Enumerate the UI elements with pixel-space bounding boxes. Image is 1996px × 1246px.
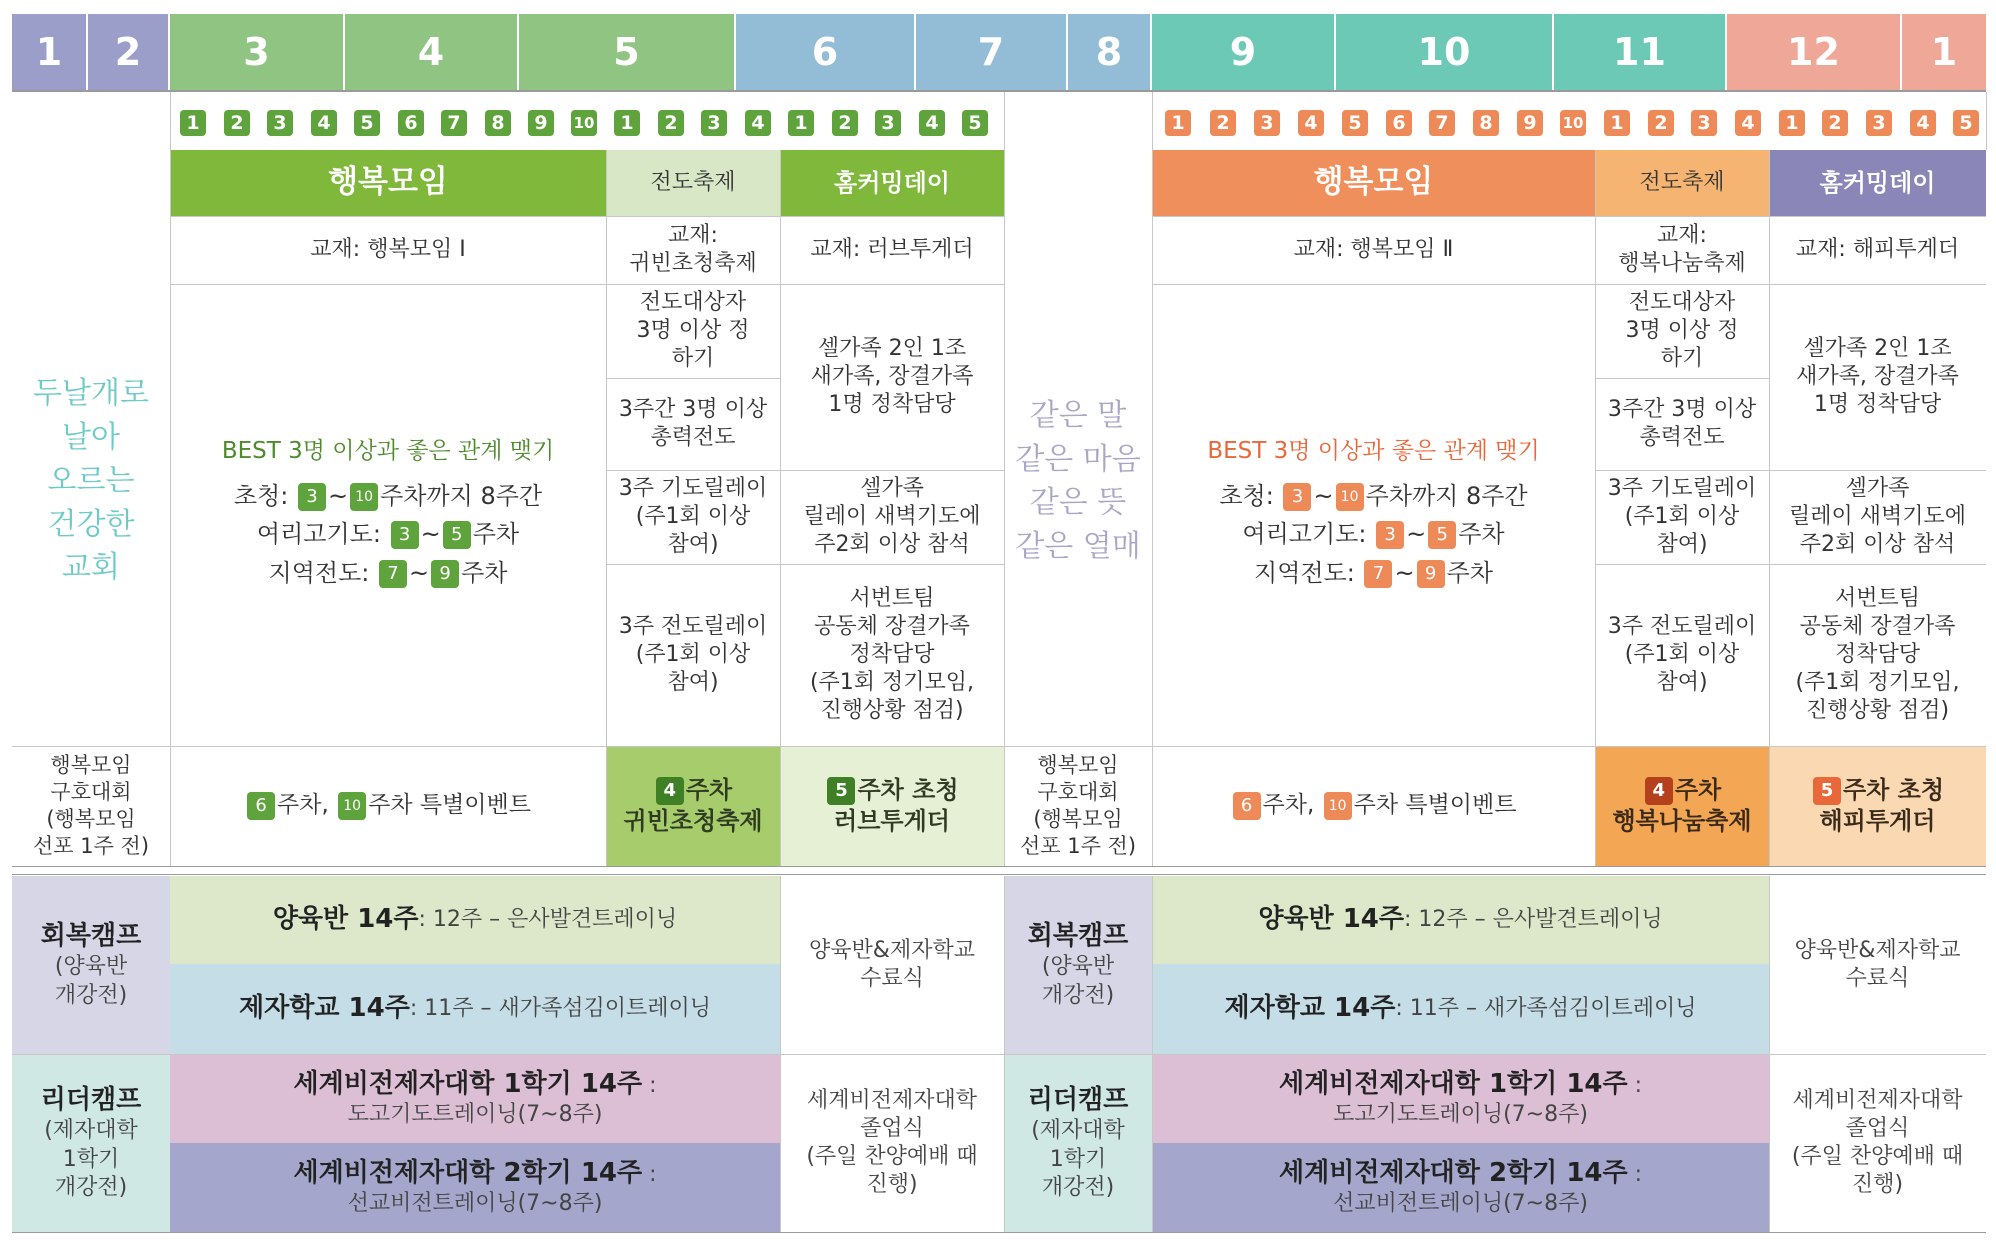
week-badge: 3 — [1254, 110, 1280, 136]
festival-task: 3주간 3명 이상 총력전도 — [618, 396, 768, 450]
disciple-school-1: 제자학교 14주 : 11주 – 새가족섬김이트레이닝 — [170, 964, 780, 1054]
homecoming-task: 서번트팀 공동체 장결가족 정착담당 (주1회 정기모임, 진행상황 점검) — [1795, 585, 1960, 724]
leader-camp-left: 리더캠프 (제자대학 1학기 개강전) — [12, 1054, 170, 1232]
week-badge: 1 — [614, 110, 640, 136]
week-badge: 5 — [962, 110, 988, 136]
week-badge: 7 — [1429, 110, 1455, 136]
homecoming-task: 셀가족 릴레이 새벽기도에 주2회 이상 참석 — [1788, 475, 1966, 558]
university-term1-1: 세계비전제자대학 1학기 14주 : 도고기도트레이닝(7~8주) — [170, 1054, 780, 1143]
month-12: 12 — [1727, 14, 1902, 90]
month-9: 9 — [1152, 14, 1336, 90]
disciple-school-2: 제자학교 14주 : 11주 – 새가족섬김이트레이닝 — [1152, 964, 1769, 1054]
week-badge: 3 — [267, 110, 293, 136]
rally-left: 행복모임 구호대회 (행복모임 선포 1주 전) — [32, 753, 150, 858]
textbook-main-1: 교재: 행복모임 Ⅰ — [310, 236, 466, 262]
festival-task: 3주 기도릴레이 (주1회 이상 참여) — [1607, 475, 1757, 558]
week-badge: 5 — [354, 110, 380, 136]
week-badge: 4 — [919, 110, 945, 136]
recovery-camp-middle: 회복캠프 (양육반 개강전) — [1004, 876, 1152, 1054]
festival-task: 3주간 3명 이상 총력전도 — [1607, 396, 1757, 450]
week-badge: 3 — [875, 110, 901, 136]
week-badge: 3 — [1866, 110, 1892, 136]
month-5: 5 — [519, 14, 736, 90]
best-line: BEST 3명 이상과 좋은 관계 맺기 — [1207, 438, 1540, 465]
week-badge: 4 — [311, 110, 337, 136]
week-badge: 7 — [441, 110, 467, 136]
month-1-next: 1 — [1902, 14, 1986, 90]
festival-task: 3주 기도릴레이 (주1회 이상 참여) — [618, 475, 768, 558]
region-line: 지역전도: 7 ~ 9 주차 — [1254, 559, 1493, 588]
invite-line: 초청: 3 ~ 10 주차까지 8주간 — [233, 481, 543, 510]
header-festival-2: 전도축제 — [1595, 150, 1769, 216]
week-badge: 9 — [1517, 110, 1543, 136]
graduation-university-2: 세계비전제자대학 졸업식 (주일 찬양예배 때 진행) — [1791, 1087, 1964, 1198]
week-badge: 1 — [1165, 110, 1191, 136]
recovery-camp-left: 회복캠프 (양육반 개강전) — [12, 876, 170, 1054]
week-badge: 4 — [1910, 110, 1936, 136]
festival-task: 3주 전도릴레이 (주1회 이상 참여) — [1607, 613, 1757, 696]
event-main-2: 6 주차, 10 주차 특별이벤트 — [1152, 746, 1595, 866]
week-badge: 4 — [1298, 110, 1324, 136]
header-happy-meeting-2: 행복모임 — [1152, 150, 1595, 216]
week-badge: 1 — [1604, 110, 1630, 136]
week-badge: 9 — [528, 110, 554, 136]
slogan-middle: 같은 말 같은 마음 같은 뜻 같은 열매 — [1015, 398, 1141, 564]
week-badge: 1 — [1779, 110, 1805, 136]
week-badge: 5 — [1342, 110, 1368, 136]
main-plan-2 — [1152, 284, 1595, 746]
graduation-university-1: 세계비전제자대학 졸업식 (주일 찬양예배 때 진행) — [806, 1087, 978, 1198]
week-badge: 2 — [1648, 110, 1674, 136]
university-term2-2: 세계비전제자대학 2학기 14주 : 선교비전트레이닝(7~8주) — [1152, 1143, 1769, 1232]
week-badge: 10 — [571, 110, 597, 136]
university-term1-2: 세계비전제자대학 1학기 14주 : 도고기도트레이닝(7~8주) — [1152, 1054, 1769, 1143]
slogan-left: 두날개로 날아 오르는 건강한 교회 — [33, 376, 149, 586]
best-line: BEST 3명 이상과 좋은 관계 맺기 — [221, 438, 555, 465]
prayer-line: 여리고기도: 3 ~ 5 주차 — [1242, 520, 1505, 549]
festival-task: 전도대상자 3명 이상 정 하기 — [636, 289, 750, 372]
month-7: 7 — [916, 14, 1068, 90]
week-badge: 8 — [1473, 110, 1499, 136]
invite-line: 초청: 3 ~ 10 주차까지 8주간 — [1219, 481, 1528, 510]
textbook-homecoming-2: 교재: 해피투게더 — [1795, 236, 1960, 262]
region-line: 지역전도: 7 ~ 9 주차 — [268, 559, 508, 588]
event-festival-2: 4 주차 행복나눔축제 — [1595, 746, 1769, 866]
header-festival-1: 전도축제 — [606, 150, 780, 216]
university-term2-1: 세계비전제자대학 2학기 14주 : 선교비전트레이닝(7~8주) — [170, 1143, 780, 1232]
week-badge: 1 — [180, 110, 206, 136]
month-11: 11 — [1554, 14, 1727, 90]
rally-middle: 행복모임 구호대회 (행복모임 선포 1주 전) — [1019, 753, 1137, 858]
week-badge: 4 — [1735, 110, 1761, 136]
event-homecoming-1: 5 주차 초청 러브투게더 — [780, 746, 1004, 866]
textbook-main-2: 교재: 행복모임 Ⅱ — [1293, 236, 1454, 262]
week-badge: 1 — [788, 110, 814, 136]
week-badge: 2 — [658, 110, 684, 136]
homecoming-task: 서번트팀 공동체 장결가족 정착담당 (주1회 정기모임, 진행상황 점검) — [809, 585, 975, 724]
month-1: 1 — [12, 14, 88, 90]
textbook-homecoming-1: 교재: 러브투게더 — [810, 236, 974, 262]
week-badge: 8 — [485, 110, 511, 136]
homecoming-task: 셀가족 2인 1조 새가족, 장결가족 1명 정착담당 — [1796, 335, 1959, 418]
nurture-class-2: 양육반 14주 : 12주 – 은사발견트레이닝 — [1152, 876, 1769, 964]
week-badge: 6 — [398, 110, 424, 136]
week-badge: 3 — [701, 110, 727, 136]
textbook-festival-2: 교재: 행복나눔축제 — [1618, 222, 1746, 276]
event-main-1: 6 주차, 10 주차 특별이벤트 — [170, 746, 606, 866]
week-badge: 2 — [224, 110, 250, 136]
week-badge: 2 — [832, 110, 858, 136]
week-badge: 3 — [1691, 110, 1717, 136]
month-3: 3 — [170, 14, 345, 90]
event-homecoming-2: 5 주차 초청 해피투게더 — [1769, 746, 1986, 866]
graduation-nurture-2: 양육반&제자학교 수료식 — [1794, 937, 1961, 991]
leader-camp-middle: 리더캠프 (제자대학 1학기 개강전) — [1004, 1054, 1152, 1232]
header-homecoming-1: 홈커밍데이 — [780, 150, 1004, 216]
main-plan-1 — [170, 284, 606, 746]
graduation-nurture-1: 양육반&제자학교 수료식 — [809, 937, 975, 991]
week-badge: 2 — [1822, 110, 1848, 136]
prayer-line: 여리고기도: 3 ~ 5 주차 — [256, 520, 520, 549]
event-festival-1: 4 주차 귀빈초청축제 — [606, 746, 780, 866]
month-4: 4 — [345, 14, 519, 90]
week-badge: 2 — [1210, 110, 1236, 136]
festival-task: 전도대상자 3명 이상 정 하기 — [1625, 289, 1739, 372]
header-homecoming-2: 홈커밍데이 — [1769, 150, 1986, 216]
month-2: 2 — [88, 14, 170, 90]
month-8: 8 — [1068, 14, 1152, 90]
nurture-class-1: 양육반 14주 : 12주 – 은사발견트레이닝 — [170, 876, 780, 964]
week-badge: 10 — [1560, 110, 1586, 136]
textbook-festival-1: 교재: 귀빈초청축제 — [629, 222, 757, 276]
month-10: 10 — [1336, 14, 1554, 90]
header-happy-meeting-1: 행복모임 — [170, 150, 606, 216]
homecoming-task: 셀가족 2인 1조 새가족, 장결가족 1명 정착담당 — [810, 335, 974, 418]
week-badge: 4 — [745, 110, 771, 136]
homecoming-task: 셀가족 릴레이 새벽기도에 주2회 이상 참석 — [803, 475, 981, 558]
week-badge: 5 — [1953, 110, 1979, 136]
festival-task: 3주 전도릴레이 (주1회 이상 참여) — [618, 613, 768, 696]
week-badge: 6 — [1386, 110, 1412, 136]
month-6: 6 — [736, 14, 916, 90]
